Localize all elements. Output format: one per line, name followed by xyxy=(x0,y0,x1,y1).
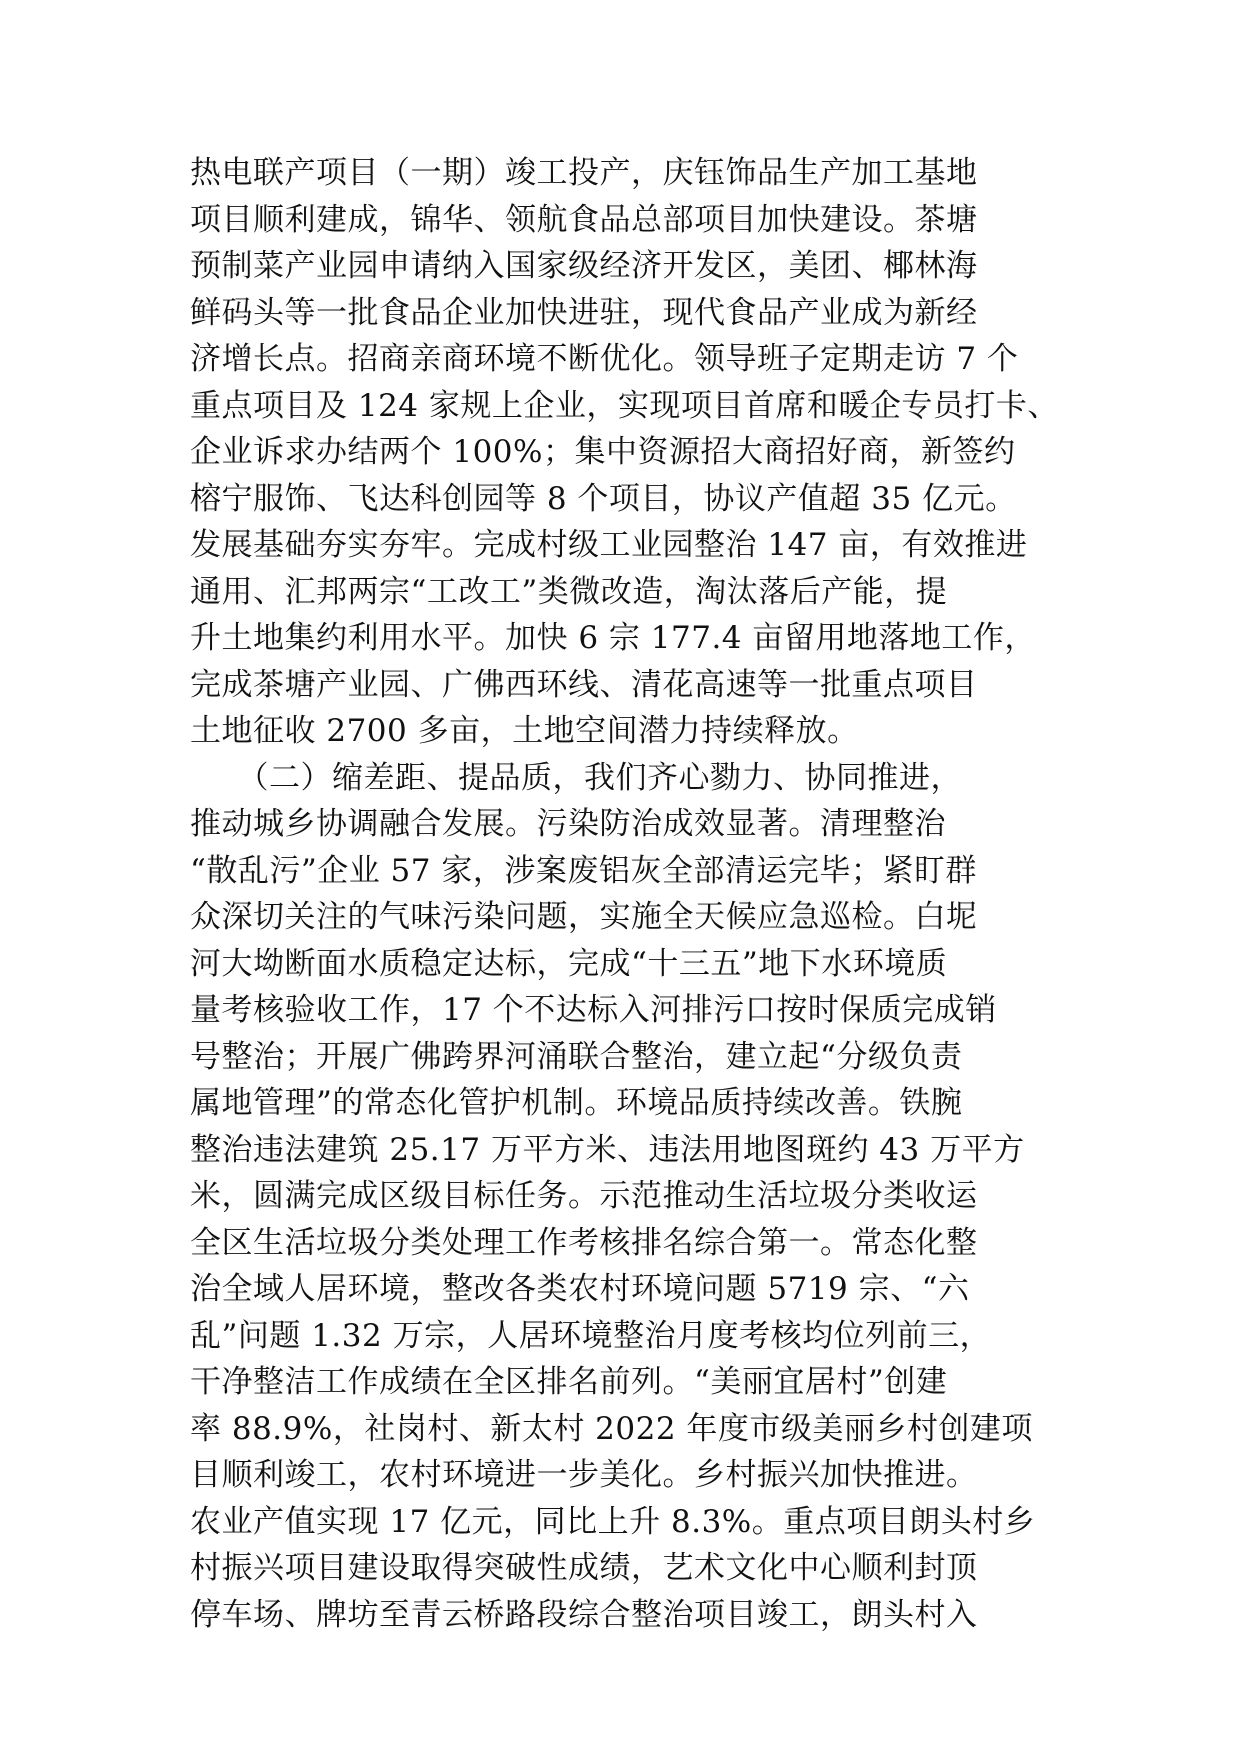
text-line: 众深切关注的气味污染问题，实施全天候应急巡检。白坭 xyxy=(190,899,978,935)
text-line: 鲜码头等一批食品企业加快进驻，现代食品产业成为新经 xyxy=(190,294,978,331)
text-line: 治全域人居环境，整改各类农村环境问题 5719 宗、“六 xyxy=(190,1271,970,1307)
text-line: 通用、汇邦两宗“工改工”类微改造，淘汰落后产能，提 xyxy=(190,573,948,610)
text-line: 号整治；开展广佛跨界河涌联合整治，建立起“分级负责 xyxy=(190,1038,963,1075)
text-line: 村振兴项目建设取得突破性成绩，艺术文化中心顺利封顶 xyxy=(190,1550,978,1586)
text-line: 米，圆满完成区级目标任务。示范推动生活垃圾分类收运 xyxy=(190,1178,978,1214)
text-line: 预制菜产业园申请纳入国家级经济开发区，美团、椰林海 xyxy=(190,248,978,284)
text-line: 全区生活垃圾分类处理工作考核排名综合第一。常态化整 xyxy=(190,1224,978,1261)
text-line: 项目顺利建成，锦华、领航食品总部项目加快建设。茶塘 xyxy=(190,201,978,238)
text-line: 推动城乡协调融合发展。污染防治成效显著。清理整治 xyxy=(190,806,946,842)
text-line: 土地征收 2700 多亩，土地空间潜力持续释放。 xyxy=(190,713,859,749)
text-line: 河大坳断面水质稳定达标，完成“十三五”地下水环境质 xyxy=(190,945,948,982)
text-line: 升土地集约利用水平。加快 6 宗 177.4 亩留用地落地工作， xyxy=(190,620,1036,656)
text-line: 热电联产项目（一期）竣工投产，庆钰饰品生产加工基地 xyxy=(190,155,978,191)
body-text xyxy=(190,150,1090,1638)
text-line: 济增长点。招商亲商环境不断优化。领导班子定期走访 7 个 xyxy=(190,341,1019,377)
text-line: 完成茶塘产业园、广佛西环线、清花高速等一批重点项目 xyxy=(190,666,978,703)
text-line: 率 88.9%，社岗村、新太村 2022 年度市级美丽乡村创建项 xyxy=(190,1410,1033,1447)
text-line: 量考核验收工作，17 个不达标入河排污口按时保质完成销 xyxy=(190,992,997,1028)
text-line: 停车场、牌坊至青云桥路段综合整治项目竣工，朗头村入 xyxy=(190,1596,978,1633)
text-line: 乱”问题 1.32 万宗，人居环境整治月度考核均位列前三， xyxy=(190,1317,992,1354)
text-line: 属地管理”的常态化管护机制。环境品质持续改善。铁腕 xyxy=(190,1085,963,1121)
text-line: “散乱污”企业 57 家，涉案废铝灰全部清运完毕；紧盯群 xyxy=(190,852,977,889)
text-line: 企业诉求办结两个 100%；集中资源招大商招好商，新签约 xyxy=(190,434,1016,470)
text-line: 重点项目及 124 家规上企业，实现项目首席和暖企专员打卡、 xyxy=(190,387,1059,424)
text-line: 目顺利竣工，农村环境进一步美化。乡村振兴加快推进。 xyxy=(190,1457,978,1493)
text-line: 榕宁服饰、飞达科创园等 8 个项目，协议产值超 35 亿元。 xyxy=(190,480,1017,517)
text-line: （二）缩差距、提品质，我们齐心勠力、协同推进， xyxy=(190,759,962,796)
text-line: 发展基础夯实夯牢。完成村级工业园整治 147 亩，有效推进 xyxy=(190,527,1028,563)
text-line: 干净整洁工作成绩在全区排名前列。“美丽宜居村”创建 xyxy=(190,1364,948,1400)
text-line: 农业产值实现 17 亿元，同比上升 8.3%。重点项目朗头村乡 xyxy=(190,1503,1036,1540)
text-line: 整治违法建筑 25.17 万平方米、违法用地图斑约 43 万平方 xyxy=(190,1131,1025,1168)
